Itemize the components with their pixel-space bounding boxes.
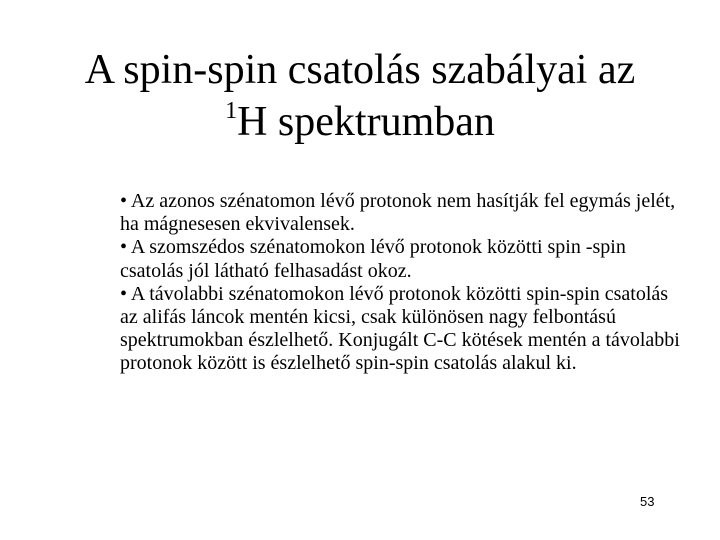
- bullet-item-2: • A szomszédos szénatomokon lévő protonok közötti spin -spin csatolás jól látható felhasadást okoz.: [120, 236, 626, 282]
- page-number: 53: [640, 494, 655, 509]
- title-line-2: [0, 96, 720, 148]
- bullet-list: [120, 190, 690, 376]
- bullet-item-1: • Az azonos szénatomon lévő protonok nem hasítják fel egymás jelét, ha mágnesesen ekvivalensek.: [120, 190, 676, 236]
- isotope-superscript: 1: [225, 98, 238, 124]
- title-line-1: A spin-spin csatolás szabályai az: [84, 47, 636, 93]
- title-line-2-text: H spektrumban: [237, 99, 495, 145]
- bullet-item-3: • A távolabbi szénatomokon lévő protonok közötti spin-spin csatolás az alifás láncok mentén kicsi, csak különösen nagy felbontású spektrumokban észlelhető. Konjugált C-C kötések mentén a távolabbi protonok között is észlelhető spin-spin csatolás alakul ki.: [120, 282, 680, 375]
- slide-title: [0, 44, 720, 148]
